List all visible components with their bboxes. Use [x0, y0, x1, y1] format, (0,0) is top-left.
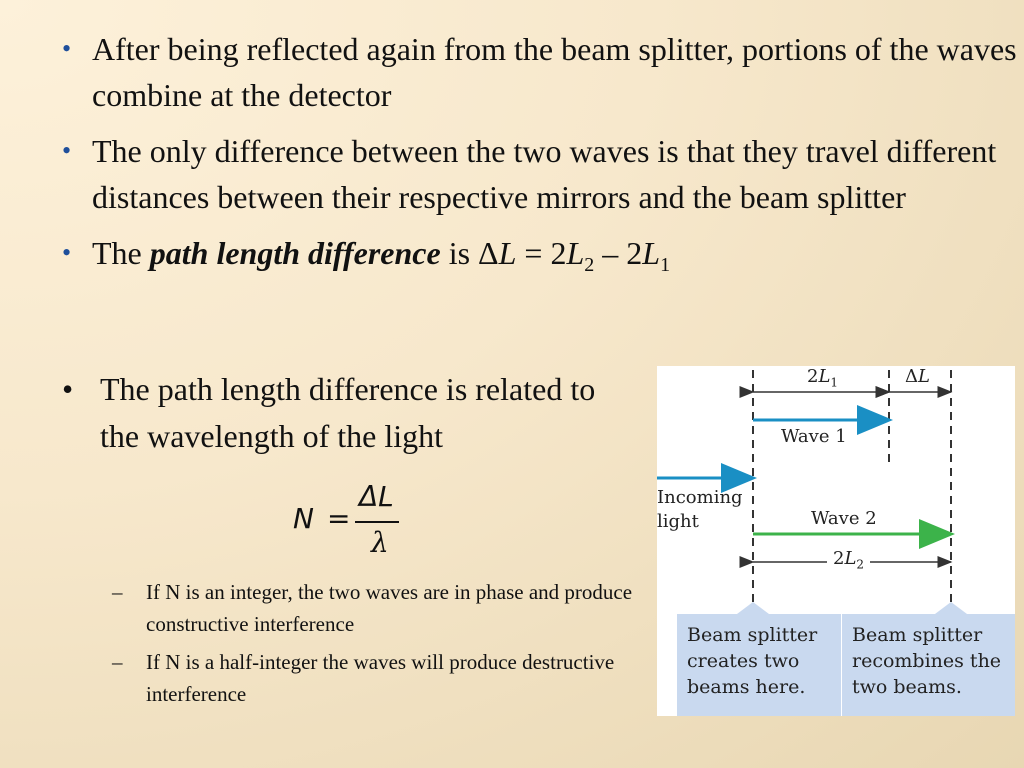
sub-point-text-2: If N is a half-integer the waves will produce destructive interference	[146, 650, 615, 706]
wavelength-relation-text: The path length difference is related to the wavelength of the light	[100, 371, 596, 454]
path-length-formula: $\Delta L = 2L_2 - 2L_1$	[478, 235, 671, 276]
bullet-3-prefix: The	[92, 235, 150, 271]
label-2l1: $2L_1$	[807, 366, 839, 390]
label-incoming-light: Incoming light	[657, 487, 743, 532]
sub-point-constructive	[112, 576, 652, 640]
bullet-text-2: The only difference between the two waves is that they travel different distances between their respective mirrors and the beam splitter	[92, 133, 997, 215]
bullet-text-1: After being reflected again from the beam splitter, portions of the waves combine at the detector	[92, 31, 1017, 113]
bullet-item-3	[62, 230, 1022, 288]
interference-conditions	[112, 576, 652, 716]
n-equals-delta-l-over-lambda	[293, 480, 403, 570]
sub-point-text-1: If N is an integer, the two waves are in phase and produce constructive interference	[146, 580, 633, 636]
beam-splitter-recombines-note: Beam splitter recombines the two beams.	[842, 614, 1015, 716]
bullet-marker: •	[62, 34, 72, 63]
formula-lhs: N	[293, 502, 314, 535]
bullet-marker: •	[62, 371, 74, 407]
bullet-item-2	[62, 128, 1022, 220]
interferometer-path-diagram	[657, 366, 1015, 716]
label-2l2: $2L_2$	[827, 548, 870, 572]
formula-denominator: λ	[371, 526, 389, 559]
label-wave2: Wave 2	[811, 508, 877, 529]
left-box-pointer	[737, 602, 769, 614]
sub-point-destructive	[112, 646, 652, 710]
main-bullet-list	[62, 26, 1022, 298]
bullet-item-1	[62, 26, 1022, 118]
path-length-difference-term: path length difference	[149, 235, 441, 271]
bullet-marker: •	[62, 136, 72, 165]
dash-marker: –	[112, 580, 123, 604]
bullet-marker: •	[62, 238, 72, 267]
label-wave1: Wave 1	[781, 426, 847, 447]
formula-numerator: ΔL	[359, 480, 394, 513]
formula-equals: =	[327, 502, 351, 535]
bullet-3-suffix: is	[440, 235, 479, 271]
dash-marker: –	[112, 650, 123, 674]
fraction-bar	[355, 521, 399, 523]
beam-splitter-creates-note: Beam splitter creates two beams here.	[677, 614, 841, 716]
label-delta-l: ΔL	[905, 366, 930, 387]
right-box-pointer	[935, 602, 967, 614]
